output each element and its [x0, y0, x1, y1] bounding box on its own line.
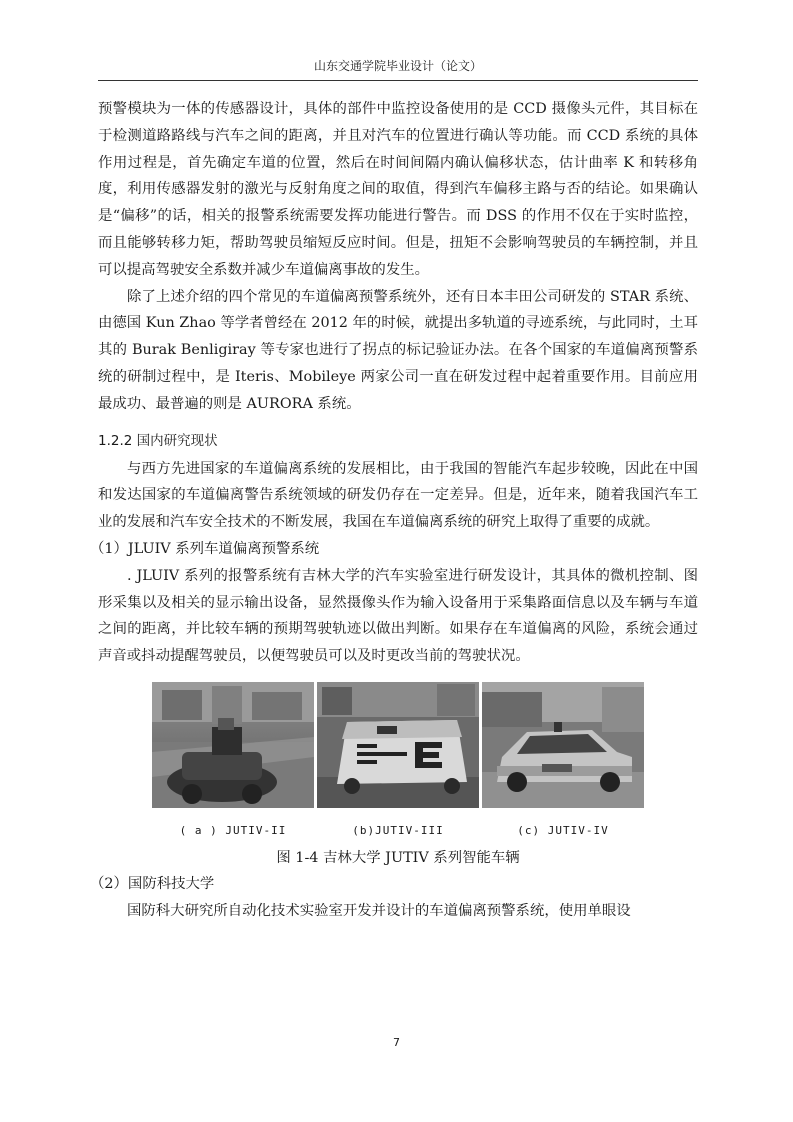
figure-subcaptions	[98, 824, 698, 837]
paragraph-2: 除了上述介绍的四个常见的车道偏离预警系统外，还有日本丰田公司研发的 STAR 系统、由德国 Kun Zhao 等学者曾经在 2012 年的时候，就提出多轨道的寻迹系统，与此同时，土耳其的 Burak Benligiray 等专家也进行了拐点的标记验证办法。在各个国家的车道偏离预警系统的研制过程中，是 Iteris、Mobileye 两家公司一直在研发过程中起着重要作用。目前应用最成功、最普遍的则是 AURORA 系统。	[98, 288, 698, 412]
header-rule	[98, 80, 698, 81]
section-heading: 1.2.2 国内研究现状	[98, 432, 218, 449]
figure-photos	[98, 682, 698, 808]
figure-1-4	[98, 682, 698, 871]
subcaption-a: ( a ) JUTIV-II	[179, 823, 287, 837]
vehicle-photo-a	[152, 682, 314, 808]
vehicle-photo-b	[317, 682, 479, 808]
vehicle-photo-c	[482, 682, 644, 808]
list-item-2-label: （2）国防科技大学	[90, 875, 215, 892]
list-item-1-label: （1）JLUIV 系列车道偏离预警系统	[90, 540, 320, 557]
figure-caption: 图 1-4 吉林大学 JUTIV 系列智能车辆	[276, 849, 520, 866]
paragraph-3: 与西方先进国家的车道偏离系统的发展相比，由于我国的智能汽车起步较晚，因此在中国和发达国家的车道偏离警告系统领域的研发仍存在一定差异。但是，近年来，随着我国汽车工业的发展和汽车安全技术的不断发展，我国在车道偏离系统的研究上取得了重要的成就。	[98, 460, 698, 531]
paragraph-4: . JLUIV 系列的报警系统有吉林大学的汽车实验室进行研发设计，其具体的微机控制、图形采集以及相关的显示输出设备，显然摄像头作为输入设备用于采集路面信息以及车辆与车道之间的距离，并比较车辆的预期驾驶轨迹以做出判断。如果存在车道偏离的风险，系统会通过声音或抖动提醒驾驶员，以便驾驶员可以及时更改当前的驾驶状况。	[98, 567, 698, 665]
paragraph-1: 预警模块为一体的传感器设计，具体的部件中监控设备使用的是 CCD 摄像头元件，其目标在于检测道路路线与汽车之间的距离，并且对汽车的位置进行确认等功能。而 CCD 系统的具体作用过程是，首先确定车道的位置，然后在时间间隔内确认偏移状态，估计曲率 K 和转移角度，利用传感器发射的激光与反射角度之间的取值，得到汽车偏移主路与否的结论。如果确认是“偏移”的话，相关的报警系统需要发挥功能进行警告。而 DSS 的作用不仅在于实时监控，而且能够转移力矩，帮助驾驶员缩短反应时间。但是，扭矩不会影响驾驶员的车辆控制，并且可以提高驾驶安全系数并减少车道偏离事故的发生。	[98, 101, 698, 278]
page-number: 7	[393, 1036, 400, 1049]
paragraph-5: 国防科大研究所自动化技术实验室开发并设计的车道偏离预警系统，使用单眼设	[127, 902, 631, 919]
subcaption-c: (c) JUTIV-IV	[517, 823, 609, 837]
subcaption-b: (b)JUTIV-III	[352, 823, 444, 837]
page-content	[90, 96, 698, 925]
page-header: 山东交通学院毕业设计（论文）	[313, 59, 482, 73]
